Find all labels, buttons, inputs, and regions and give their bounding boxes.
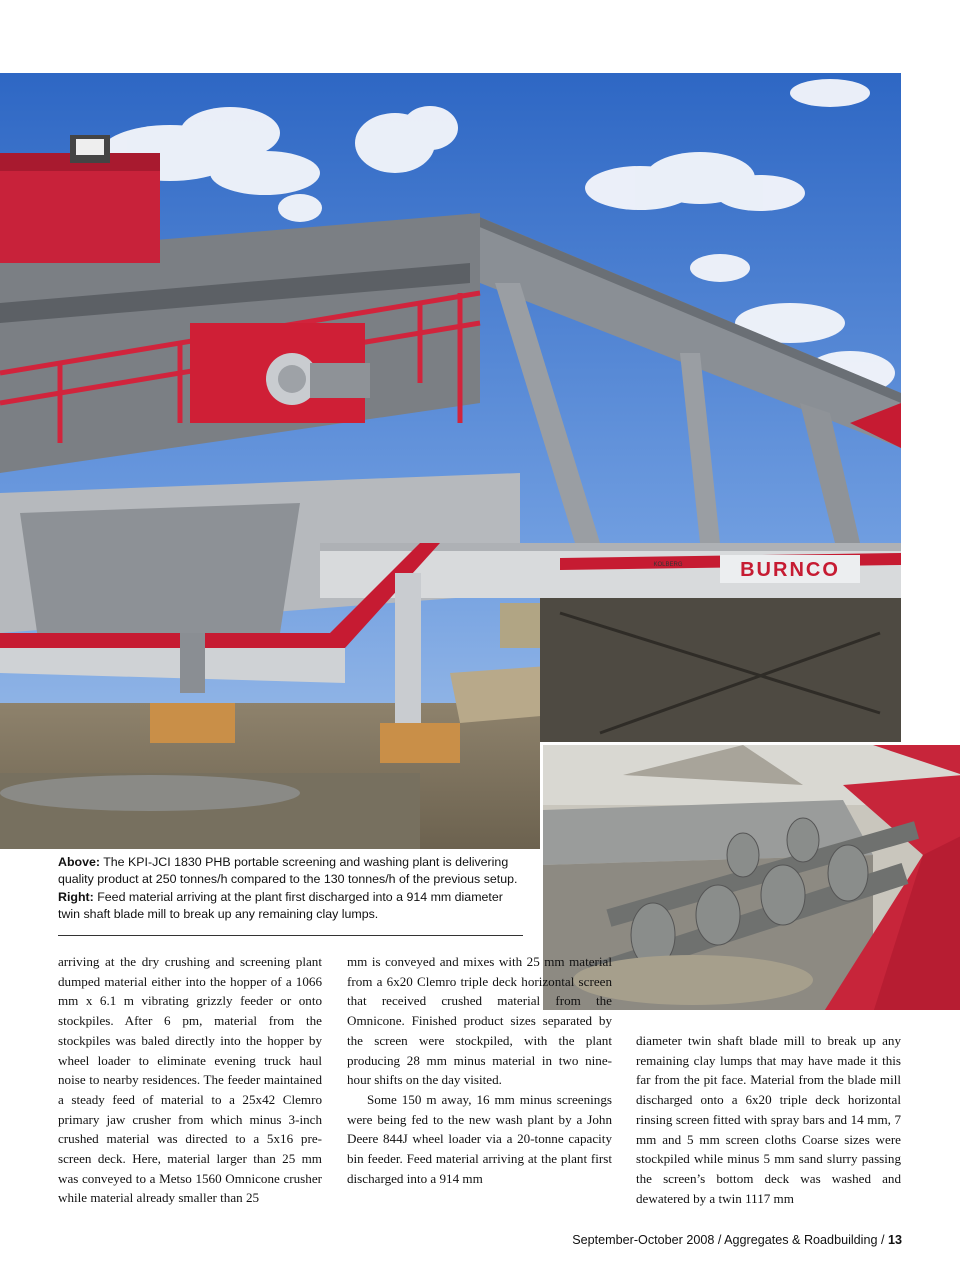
page-number: 13 <box>887 1233 902 1247</box>
page-footer <box>572 1233 902 1247</box>
column-3-text: diameter twin shaft blade mill to break up any remaining clay lumps that may have made it this far from the pit face. Material from the blade mill discharged onto a 6x20 triple deck horizontal rinsing screen fitted with spray bars and 14 mm, 7 mm and 5 mm screen cloths Coarse sizes were stockpiled while minus 5 mm sand slurry passing the screen’s bottom deck was washed and dewatered by a twin 1117 mm <box>636 1033 901 1206</box>
article-column-1 <box>58 952 322 1208</box>
article-column-2 <box>347 952 612 1188</box>
column-2-paragraph-1: mm is conveyed and mixes with 25 mm material from a 6x20 Clemro triple deck horizontal screen that received crushed material from the Omnicone. Finished product sizes separated by the screen were stockpiled, with the plant producing 28 mm minus material in two nine-hour shifts on the day visited. <box>347 954 612 1088</box>
caption-above-label: Above: <box>58 855 100 869</box>
article-column-3 <box>636 1031 901 1208</box>
main-photo-screening-plant <box>0 73 901 849</box>
caption-right-text: Feed material arriving at the plant first discharged into a 914 mm diameter twin shaft blade mill to break up any remaining clay lumps. <box>58 889 503 922</box>
photo-caption <box>58 854 528 924</box>
burnco-sign: BURNCO <box>740 559 840 581</box>
kolberg-label: KOLBERG <box>653 562 683 568</box>
column-1-text: arriving at the dry crushing and screening plant dumped material either into the hopper of a 1066 mm x 6.1 m vibrating grizzly feeder or onto stockpiles. After 6 pm, material from the stockpiles was baled directly into the hopper by wheel loader to eliminate evening truck haul noise to nearby residences. The feeder maintained a steady feed of material to a 25x42 Clemro primary jaw crusher from which minus 3-inch crushed material was directed to a 5x16 pre-screen deck. Here, material larger than 25 mm was conveyed to a Metso 1560 Omnicone crusher while material already smaller than 25 <box>58 954 322 1206</box>
column-2-paragraph-2: Some 150 m away, 16 mm minus screenings were being fed to the new wash plant by a John Deere 844J wheel loader via a 20-tonne capacity bin feeder. Feed material arriving at the plant first discharged into a 914 mm <box>347 1091 612 1186</box>
footer-issue: September-October 2008 / Aggregates & Roadbuilding / <box>572 1233 888 1247</box>
caption-divider <box>58 935 523 936</box>
caption-above-text: The KPI-JCI 1830 PHB portable screening and washing plant is delivering quality product at 250 tonnes/h compared to the 130 tonnes/h of the previous setup. <box>58 855 518 887</box>
caption-right-label: Right: <box>58 889 94 904</box>
